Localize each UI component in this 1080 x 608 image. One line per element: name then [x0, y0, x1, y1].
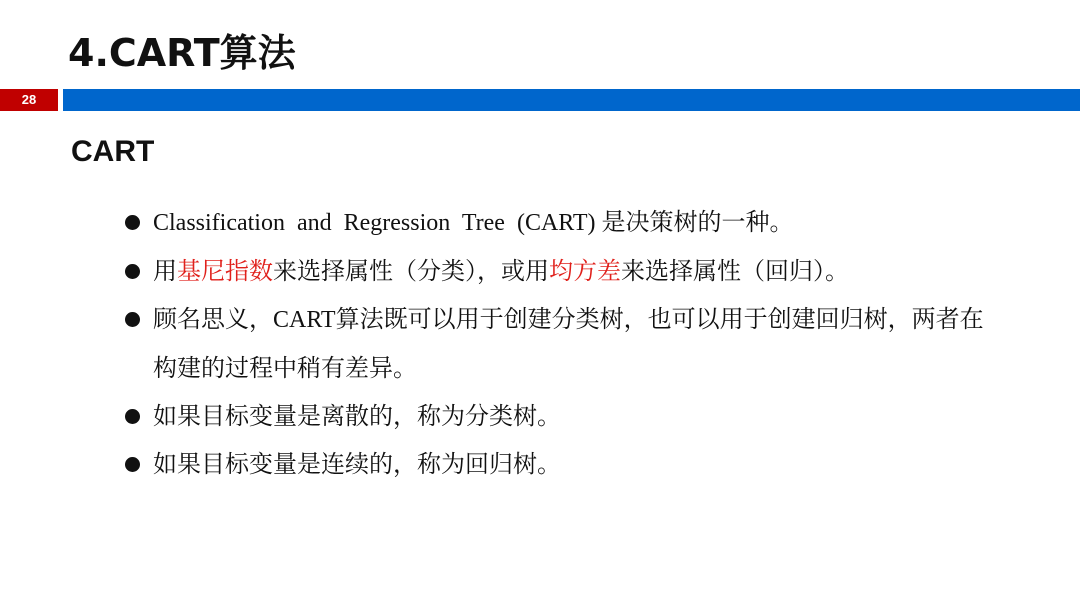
highlight-mean-squared-error: 均方差 [549, 257, 621, 285]
bullet-text: 是决策树的一种。 [601, 208, 794, 236]
bullet-icon [125, 457, 140, 472]
bullet-text: 用 [153, 257, 177, 285]
list-item [122, 247, 1002, 295]
list-item [122, 198, 1002, 247]
bullet-text: 如果目标变量是离散的，称为分类树。 [153, 402, 561, 430]
bullet-text: 顾名思义， [153, 305, 273, 333]
slide-title: 4.CART算法 [68, 31, 296, 75]
bullet-icon [125, 264, 140, 279]
bullet-icon [125, 215, 140, 230]
bullet-list [122, 198, 1002, 488]
bullet-text: 来选择属性（分类），或用 [273, 257, 549, 285]
bullet-text-latin: CART [273, 307, 336, 333]
page-number-badge: 28 [0, 89, 58, 111]
list-item [122, 295, 1002, 392]
bullet-text: 来选择属性（回归）。 [621, 257, 849, 285]
highlight-gini-index: 基尼指数 [177, 257, 273, 285]
list-item [122, 440, 1002, 488]
list-item [122, 392, 1002, 440]
bullet-icon [125, 409, 140, 424]
title-underline-bar [63, 89, 1080, 111]
bullet-text-latin: Classification and Regression Tree (CART) [153, 210, 602, 236]
bullet-icon [125, 312, 140, 327]
bullet-text: 算法既可以用于创建分类树，也可以用于创建回归树，两者在构建的过程中稍有差异。 [153, 305, 984, 382]
section-heading: CART [71, 135, 155, 168]
bullet-text: 如果目标变量是连续的，称为回归树。 [153, 450, 561, 478]
